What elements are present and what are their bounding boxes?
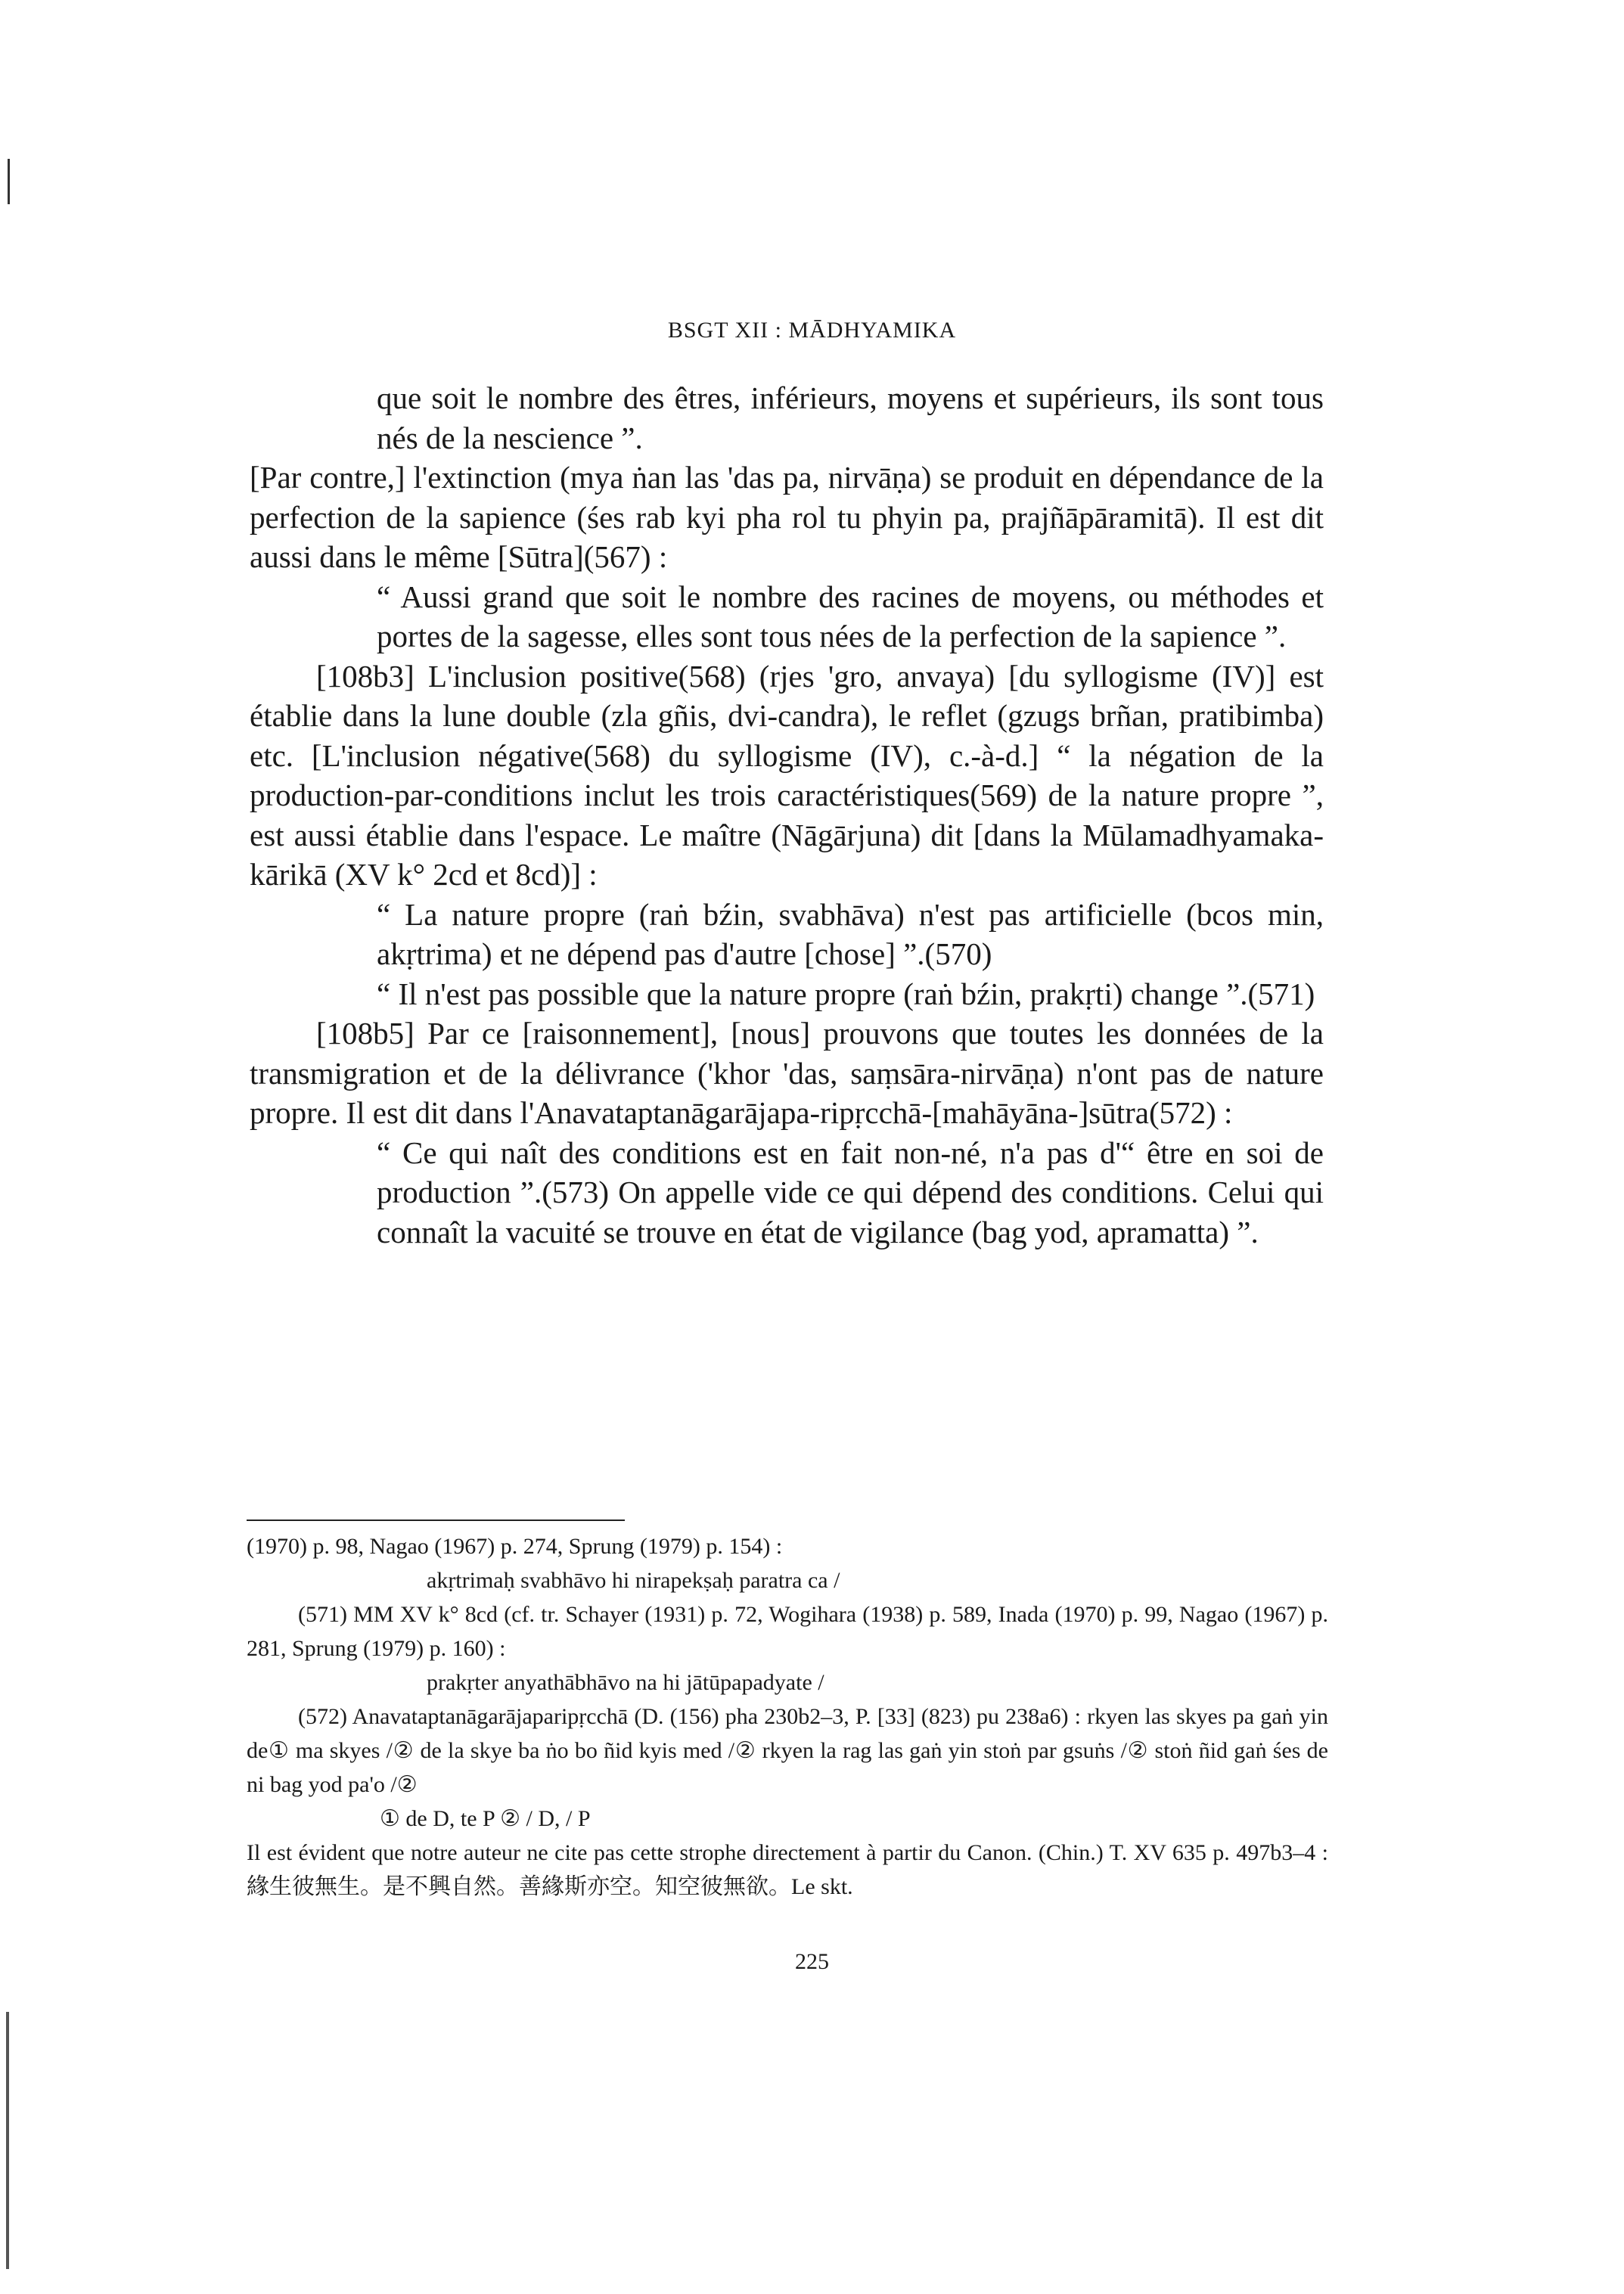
margin-mark (8, 159, 10, 204)
paragraph-extinction: [Par contre,] l'extinction (mya ṅan las 'das pa, nirvāṇa) se produit en dépendance de la perfection de la sapience (śes rab kyi pha rol tu phyin pa, prajñāpāramitā). Il est dit aussi dans le même [Sūtra](567) : (250, 460, 1324, 574)
margin-mark (6, 2012, 9, 2269)
quote-conditions: “ Ce qui naît des conditions est en fait non-né, n'a pas d'“ être en soi de production ”.(573) On appelle vide ce qui dépend des conditions. Celui qui connaît la vacuité se trouve en état de vigilance (bag yod, apramatta) ”. (377, 1135, 1324, 1249)
footnotes (247, 1529, 1328, 1904)
footnote-570-verse: akṛtrimaḥ svabhāvo hi nirapekṣaḥ paratra ca / (427, 1568, 840, 1593)
paragraph-inclusion: [108b3] L'inclusion positive(568) (rjes 'gro, anvaya) [du syllogisme (IV)] est établie dans la lune double (zla gñis, dvi-candra), le reflet (gzugs brñan, pratibimba) etc. [L'inclusion négative(568) du syllogisme (IV), c.-à-d.] “ la négation de la production-par-conditions inclut les trois caractéristiques(569) de la nature propre ”, est aussi établie dans l'espace. Le maître (Nāgārjuna) dit [dans la Mūlamadhyamaka-kārikā (XV k° 2cd et 8cd)] : (250, 658, 1324, 892)
quote-nature-propre: “ La nature propre (raṅ bźin, svabhāva) n'est pas artificielle (bcos min, akṛtrima) et ne dépend pas d'autre [chose] ”.(570) (377, 896, 1324, 971)
footnote-572-variants: ① de D, te P ② / D, / P (380, 1806, 591, 1831)
quote-change: “ Il n'est pas possible que la nature propre (raṅ bźin, prakṛti) change ”.(571) (377, 976, 1315, 1011)
footnote-572-comment: Il est évident que notre auteur ne cite pas cette strophe directement à partir du Canon. (Chin.) T. XV 635 p. 497b3–4 : 緣生彼無生。是不興自然。善緣斯亦空。知空彼無欲。Le skt. (247, 1840, 1328, 1899)
running-header: BSGT XII : MĀDHYAMIKA (667, 318, 957, 343)
footnote-570-cont: (1970) p. 98, Nagao (1967) p. 274, Sprung (1979) p. 154) : (247, 1534, 783, 1559)
footnote-rule (247, 1520, 625, 1521)
footnote-571-verse: prakṛter anyathābhāvo na hi jātūpapadyate / (427, 1670, 824, 1695)
page-number: 225 (795, 1949, 829, 1974)
quote-continuation: que soit le nombre des êtres, inférieurs, moyens et supérieurs, ils sont tous nés de la nescience ”. (377, 380, 1324, 455)
main-text (250, 378, 1324, 1252)
footnote-571: (571) MM XV k° 8cd (cf. tr. Schayer (1931) p. 72, Wogihara (1938) p. 589, Inada (1970) p. 99, Nagao (1967) p. 281, Sprung (1979) p. 160) : (247, 1602, 1328, 1661)
footnote-572: (572) Anavataptanāgarājaparipṛcchā (D. (156) pha 230b2–3, P. [33] (823) pu 238a6) : rkyen las skyes pa gaṅ yin de① ma skyes /② de la skye ba ṅo bo ñid kyis med /② rkyen la rag las gaṅ yin stoṅ par gsuṅs /② stoṅ ñid gaṅ śes de ni bag yod pa'o /② (247, 1704, 1328, 1797)
paragraph-transmigration: [108b5] Par ce [raisonnement], [nous] prouvons que toutes les données de la transmigration et de la délivrance ('khor 'das, saṃsāra-nirvāṇa) n'ont pas de nature propre. Il est dit dans l'Anavataptanāgarājapa-ripṛcchā-[mahāyāna-]sūtra(572) : (250, 1016, 1324, 1130)
quote-sagesse: “ Aussi grand que soit le nombre des racines de moyens, ou méthodes et portes de la sagesse, elles sont tous nées de la perfection de la sapience ”. (377, 579, 1324, 653)
